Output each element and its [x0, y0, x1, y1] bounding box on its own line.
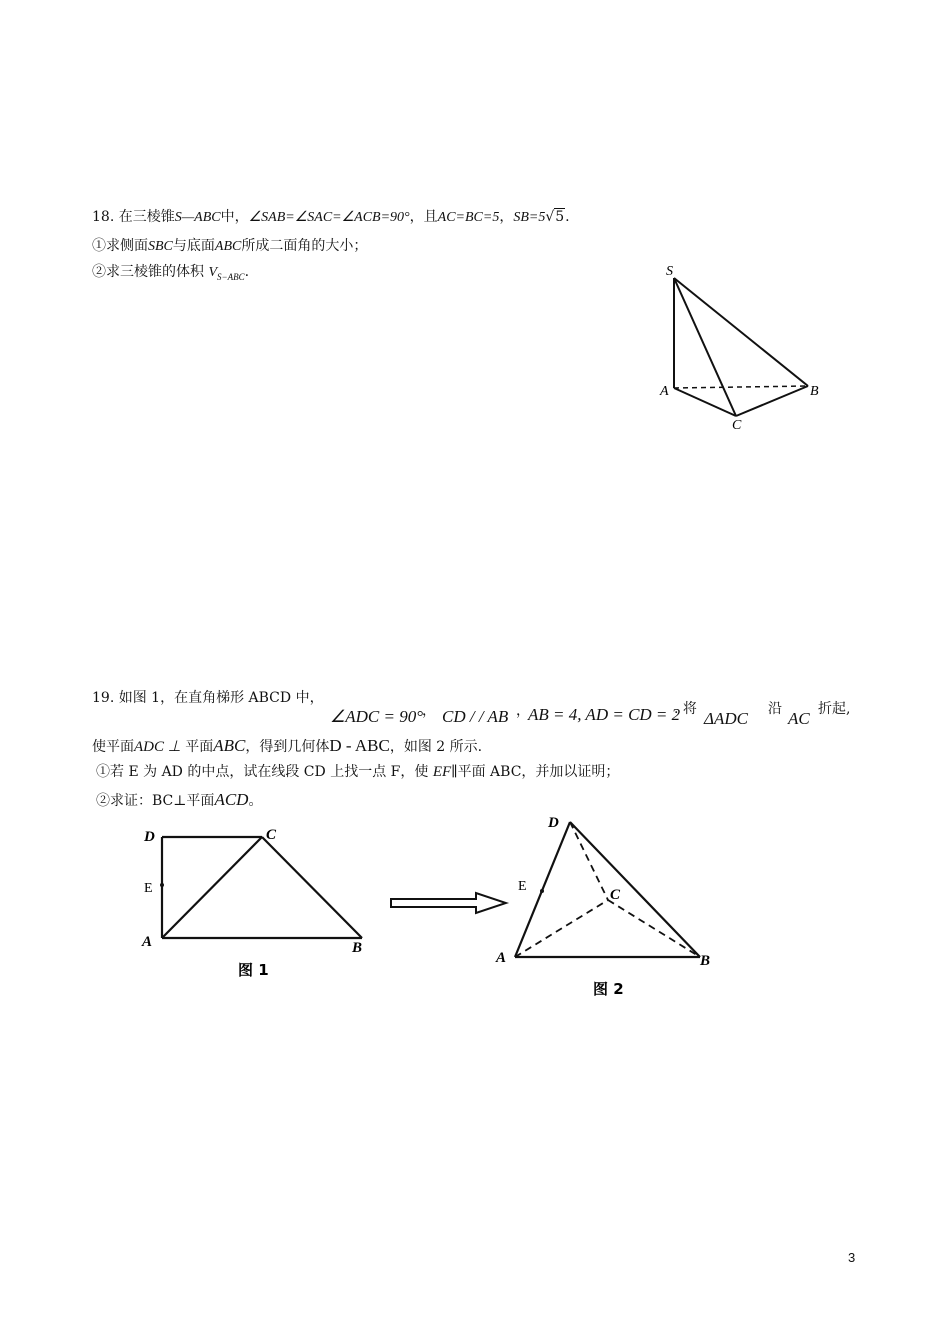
- q19-plane-word: 平面: [185, 739, 214, 755]
- q19-fold: 折起,: [818, 701, 851, 717]
- q19-figure1-trapezoid: [130, 815, 380, 990]
- q19-part2-pre: ②求证：BC⊥平面: [96, 793, 215, 809]
- q18-part1-mid: 与底面: [172, 238, 215, 254]
- q19-statement-line1: [92, 688, 851, 728]
- vertex-b-label: B: [810, 384, 819, 399]
- q18-tetrahedron: S—ABC: [174, 210, 221, 225]
- q18-part1-pre: ①求侧面: [92, 238, 148, 254]
- vertex-c-label: C: [732, 418, 742, 433]
- q19-angle-condition: ∠ADC = 90°: [330, 707, 424, 726]
- q19-plane-adc: ADC ⊥: [134, 739, 181, 755]
- fig1-label-b: B: [352, 940, 363, 956]
- fig1-label-d: D: [144, 829, 155, 845]
- edge-cb: [736, 386, 808, 416]
- edge-ac: [674, 388, 736, 416]
- vertex-s-label: S: [666, 264, 673, 279]
- fig1-label-e: E: [144, 881, 153, 896]
- q18-condition-sb: SB=5: [513, 210, 546, 225]
- point-e: [160, 883, 164, 887]
- fig2-label-d: D: [548, 815, 559, 831]
- q19-part2-post: 。: [248, 793, 263, 809]
- q18-part2-pre: ②求三棱锥的体积: [92, 264, 204, 280]
- q19-line2-post: ，如图 2 所示.: [389, 739, 483, 755]
- q19-solid: D - ABC: [329, 736, 390, 755]
- q19-yan: 沿: [768, 701, 782, 717]
- fig2-caption: 图 2: [593, 980, 624, 998]
- q18-and: ，且: [409, 209, 438, 225]
- fig2-label-b: B: [700, 953, 711, 969]
- edge-sb: [674, 278, 808, 386]
- q19-triangle-adc: ΔADC: [704, 709, 748, 728]
- q19-ef: EF: [432, 764, 452, 780]
- q18-intro: 在三棱锥: [118, 209, 175, 225]
- q18-part1-base: ABC: [214, 239, 242, 254]
- page-number: 3: [848, 1250, 856, 1265]
- q19-figure2-tetrahedron: [490, 810, 730, 1005]
- q18-volume-symbol: V: [208, 265, 218, 280]
- q19-part2: [96, 790, 262, 811]
- fig2-label-c: C: [610, 887, 621, 903]
- q18-part2: [92, 262, 249, 287]
- q18-angles: ∠SAB=∠SAC=∠ACB=90°: [248, 210, 410, 225]
- q19-comma1: ，: [422, 703, 436, 719]
- edge-sc: [674, 278, 736, 416]
- q19-part1-post: ∥平面 ABC，并加以证明；: [451, 764, 620, 780]
- q18-root: 5: [555, 209, 565, 225]
- fig1-label-a: A: [142, 934, 153, 950]
- q19-line2-mid: ，得到几何体: [245, 739, 330, 755]
- fig1-label-c: C: [266, 827, 277, 843]
- q18-end: .: [565, 209, 570, 225]
- edge-ac-hidden: [515, 900, 608, 957]
- q19-intro: 19. 如图 1，在直角梯形 ABCD 中，: [92, 690, 324, 706]
- edge-dc-hidden: [570, 822, 608, 900]
- diagonal-ac: [162, 837, 262, 938]
- q18-statement: [92, 207, 570, 228]
- fig2-label-e: E: [518, 879, 527, 894]
- fig1-caption: 图 1: [238, 961, 269, 979]
- edge-cb: [262, 837, 362, 938]
- q19-acd: ACD: [214, 790, 249, 809]
- q19-comma2: ，: [516, 703, 530, 719]
- vertex-a-label: A: [660, 384, 669, 399]
- q18-part1-post: 所成二面角的大小；: [241, 238, 368, 254]
- q18-volume-subscript: S−ABC: [217, 271, 245, 282]
- q19-statement-line2: [92, 736, 482, 757]
- q19-part1-pre: ①若 E 为 AD 的中点，试在线段 CD 上找一点 F，使: [96, 764, 429, 780]
- q18-condition-ac-bc: AC=BC=5: [437, 210, 500, 225]
- q18-part1: [92, 236, 367, 257]
- q18-mid: 中，: [220, 209, 249, 225]
- q18-part2-post: .: [244, 264, 250, 280]
- q18-sep: ，: [499, 209, 514, 225]
- q18-tetrahedron-figure: [650, 258, 850, 438]
- q19-plane-abc: ABC: [213, 736, 246, 755]
- q19-part1: [96, 762, 619, 782]
- q19-jiang: . 将: [674, 701, 697, 717]
- q19-edge-ac: AC: [788, 709, 810, 728]
- point-e: [540, 889, 544, 893]
- q18-part1-face: SBC: [148, 239, 173, 254]
- edge-db: [570, 822, 700, 957]
- sqrt-symbol: √: [545, 209, 555, 225]
- q19-parallel-condition: CD / / AB: [442, 707, 509, 726]
- q19-length-condition: AB = 4, AD = CD = 2: [528, 705, 681, 724]
- edge-ab-hidden: [674, 386, 808, 388]
- fig2-label-a: A: [496, 950, 507, 966]
- q18-number: 18.: [92, 209, 115, 225]
- q19-line2-pre: 使平面: [92, 739, 134, 755]
